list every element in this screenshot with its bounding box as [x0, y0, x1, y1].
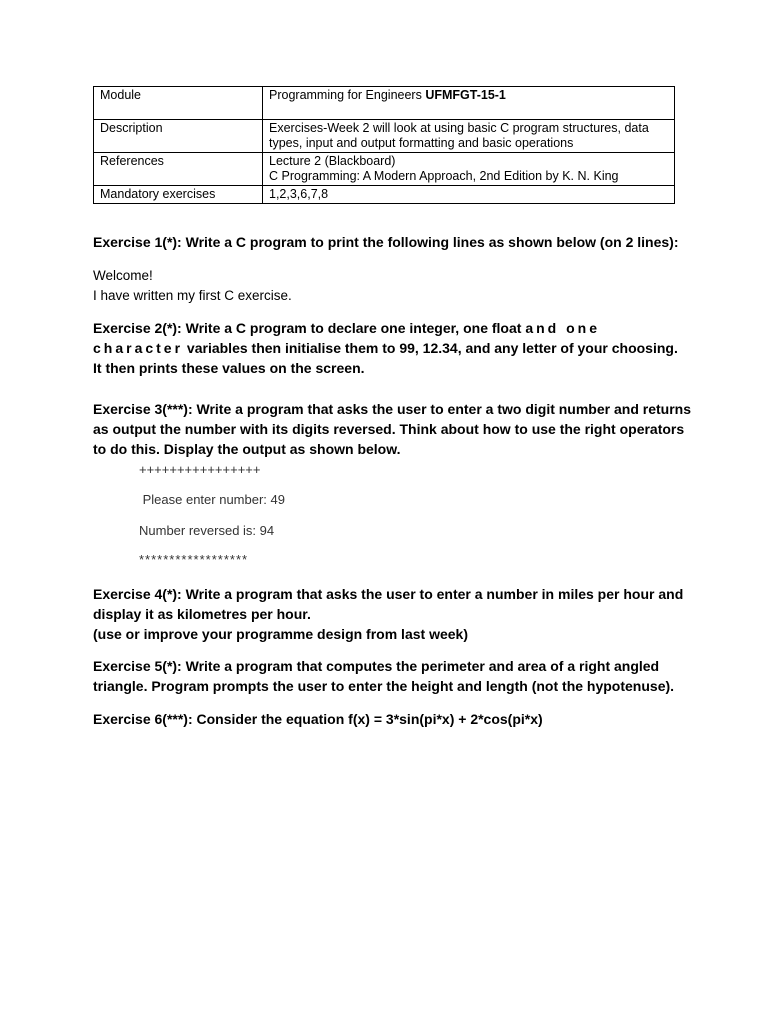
exercise-3-output-bottom-border: ****************** [139, 552, 249, 567]
references-value [263, 153, 675, 186]
exercise-4-text: Exercise 4(*): Write a program that asks the user to enter a number in miles per hour and display it as kilometres per hour. (use or improve your programme design from last week) [93, 586, 684, 642]
table-row [94, 186, 675, 204]
mandatory-value: 1,2,3,6,7,8 [263, 186, 675, 204]
exercise-3-output-top-border: ++++++++++++++++ [139, 462, 261, 477]
mandatory-label: Mandatory exercises [94, 186, 263, 204]
table-row [94, 153, 675, 186]
references-label: References [94, 153, 263, 186]
reference-line: Lecture 2 (Blackboard) [269, 154, 396, 168]
exercise-3-output-prompt: Please enter number: 49 [139, 492, 285, 507]
module-value: Programming for Engineers UFMFGT-15-1 [263, 87, 675, 120]
table-row [94, 87, 675, 120]
exercise-1-title: Exercise 1(*): Write a C program to print the following lines as shown below (on 2 lines): [93, 234, 679, 250]
exercise-2-text: Exercise 2(*): Write a C program to declare one integer, one float and one character variables then initialise them to 99, 12.34, and any letter of your choosing. It then prints these values on the screen. [93, 320, 678, 376]
module-label: Module [94, 87, 263, 120]
reference-line: C Programming: A Modern Approach, 2nd Edition by K. N. King [269, 169, 619, 183]
exercise-3-text: Exercise 3(***): Write a program that asks the user to enter a two digit number and returns as output the number with its digits reversed. Think about how to use the right operators to do this. Display the output as shown below. [93, 401, 692, 457]
table-row [94, 120, 675, 153]
exercise-1-output-line-2: I have written my first C exercise. [93, 288, 292, 303]
module-info-table [93, 86, 675, 204]
module-code: UFMFGT-15-1 [425, 88, 506, 102]
exercise-6-text: Exercise 6(***): Consider the equation f(x) = 3*sin(pi*x) + 2*cos(pi*x) [93, 711, 543, 727]
exercise-5-text: Exercise 5(*): Write a program that computes the perimeter and area of a right angled triangle. Program prompts the user to enter the height and length (not the hypotenuse). [93, 658, 675, 694]
exercise-1-output-line-1: Welcome! [93, 268, 153, 283]
description-value: Exercises-Week 2 will look at using basic C program structures, data types, input and output formatting and basic operations [263, 120, 675, 153]
description-label: Description [94, 120, 263, 153]
exercise-3-output-result: Number reversed is: 94 [139, 523, 275, 538]
